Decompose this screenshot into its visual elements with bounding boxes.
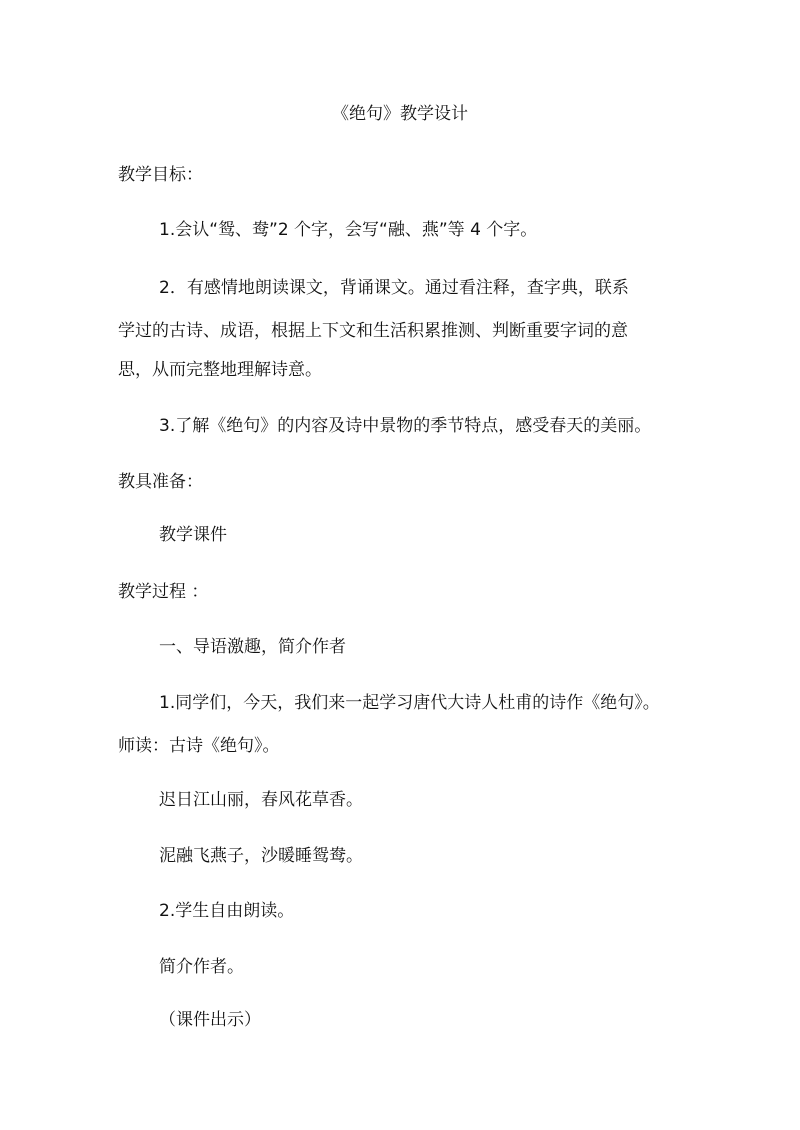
paragraph-goal-2-end: 思，从而完整地理解诗意。	[118, 360, 322, 380]
paragraph-goal-1: 1.会认“鸳、鸯”2 个字，会写“融、燕”等 4 个字。	[159, 220, 538, 240]
paragraph-courseware-note: （课件出示）	[159, 1010, 261, 1030]
paragraph-free-reading: 2.学生自由朗读。	[159, 901, 295, 921]
paragraph-intro-cont: 师读：古诗《绝句》。	[118, 736, 280, 756]
paragraph-goal-3: 3.了解《绝句》的内容及诗中景物的季节特点，感受春天的美丽。	[159, 416, 652, 436]
paragraph-author-intro: 简介作者。	[159, 957, 244, 977]
section-heading-teaching-goals: 教学目标：	[118, 165, 203, 185]
poem-line-2: 泥融飞燕子，沙暖睡鸳鸯。	[159, 846, 363, 866]
paragraph-intro: 1.同学们，今天，我们来一起学习唐代大诗人杜甫的诗作《绝句》。	[159, 693, 660, 713]
paragraph-goal-2: 2．有感情地朗读课文，背诵课文。通过看注释，查字典，联系	[159, 278, 629, 298]
section-heading-materials: 教具准备：	[118, 472, 203, 492]
paragraph-materials: 教学课件	[159, 525, 227, 545]
section-heading-process: 教学过程 ：	[118, 582, 209, 602]
poem-line-1: 迟日江山丽，春风花草香。	[159, 790, 363, 810]
subheading-step-1: 一、导语激趣，简介作者	[159, 637, 346, 657]
paragraph-goal-2-cont: 学过的古诗、成语，根据上下文和生活积累推测、判断重要字词的意	[118, 321, 628, 341]
document-title: 《绝句》教学设计	[332, 104, 468, 124]
